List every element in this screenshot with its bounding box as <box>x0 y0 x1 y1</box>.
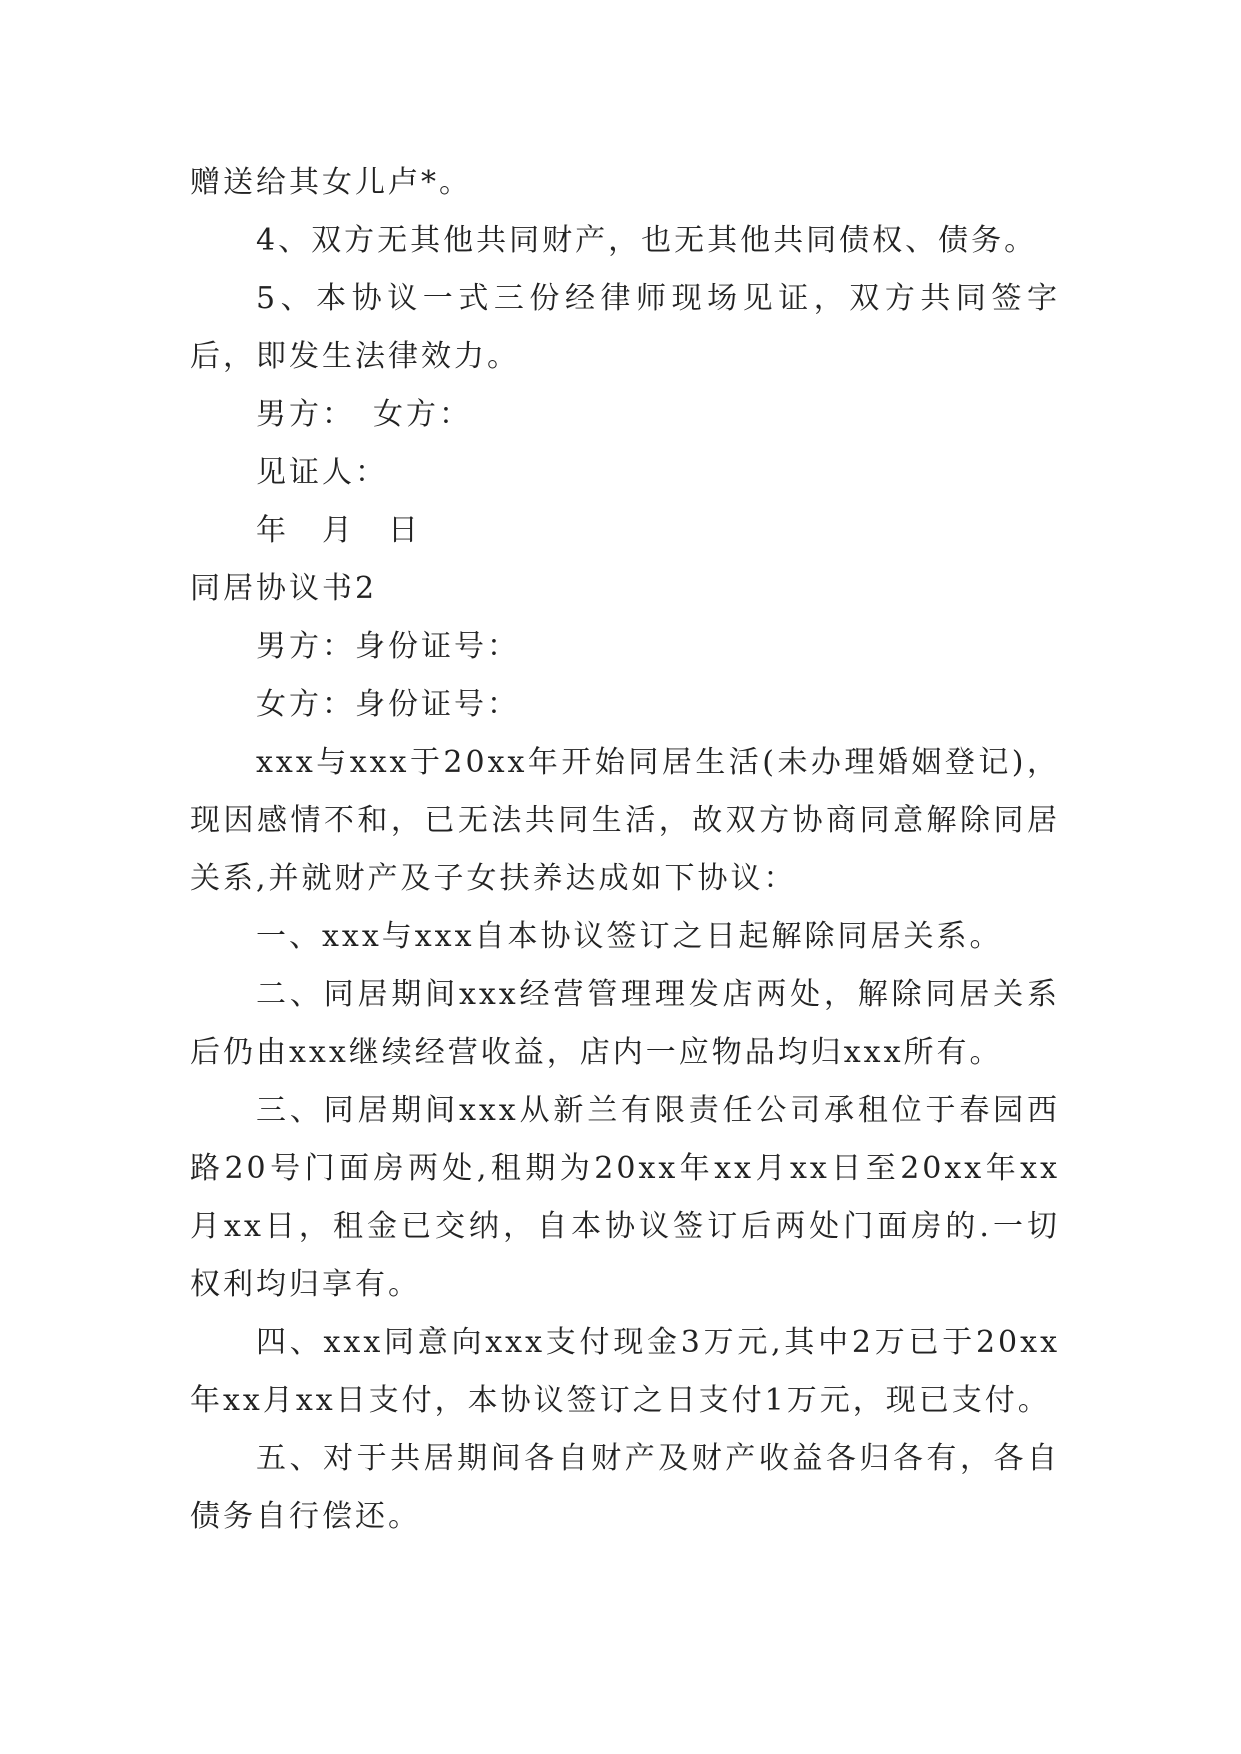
paragraph-clause-5: 5、本协议一式三份经律师现场见证，双方共同签字后，即发生法律效力。 <box>190 281 1060 374</box>
signature-date-line: 年 月 日 <box>256 513 421 548</box>
female-party-id-line: 女方：身份证号： <box>256 687 520 722</box>
paragraph-article-3: 三、同居期间xxx从新兰有限责任公司承租位于春园西路20号门面房两处,租期为20xx年xx月xx日至20xx年xx月xx日，租金已交纳，自本协议签订后两处门面房的.一切权利均归享有。 <box>190 1093 1060 1302</box>
paragraph-gift-to-daughter: 赠送给其女儿卢*。 <box>190 165 472 200</box>
document-page <box>190 154 1060 1546</box>
signature-parties-line: 男方： 女方： <box>256 397 472 432</box>
paragraph-article-4: 四、xxx同意向xxx支付现金3万元,其中2万已于20xx年xx月xx日支付，本协议签订之日支付1万元，现已支付。 <box>190 1325 1060 1418</box>
signature-witness-line: 见证人： <box>256 455 388 490</box>
paragraph-article-5: 五、对于共居期间各自财产及财产收益各归各有，各自债务自行偿还。 <box>190 1441 1060 1534</box>
paragraph-preamble: xxx与xxx于20xx年开始同居生活(未办理婚姻登记)，现因感情不和，已无法共同生活，故双方协商同意解除同居关系,并就财产及子女扶养达成如下协议： <box>190 745 1060 896</box>
paragraph-article-2: 二、同居期间xxx经营管理理发店两处，解除同居关系后仍由xxx继续经营收益，店内一应物品均归xxx所有。 <box>190 977 1060 1070</box>
paragraph-clause-4: 4、双方无其他共同财产，也无其他共同债权、债务。 <box>256 223 1038 258</box>
male-party-id-line: 男方：身份证号： <box>256 629 520 664</box>
section-title: 同居协议书2 <box>190 571 378 606</box>
paragraph-article-1: 一、xxx与xxx自本协议签订之日起解除同居关系。 <box>256 919 1003 954</box>
